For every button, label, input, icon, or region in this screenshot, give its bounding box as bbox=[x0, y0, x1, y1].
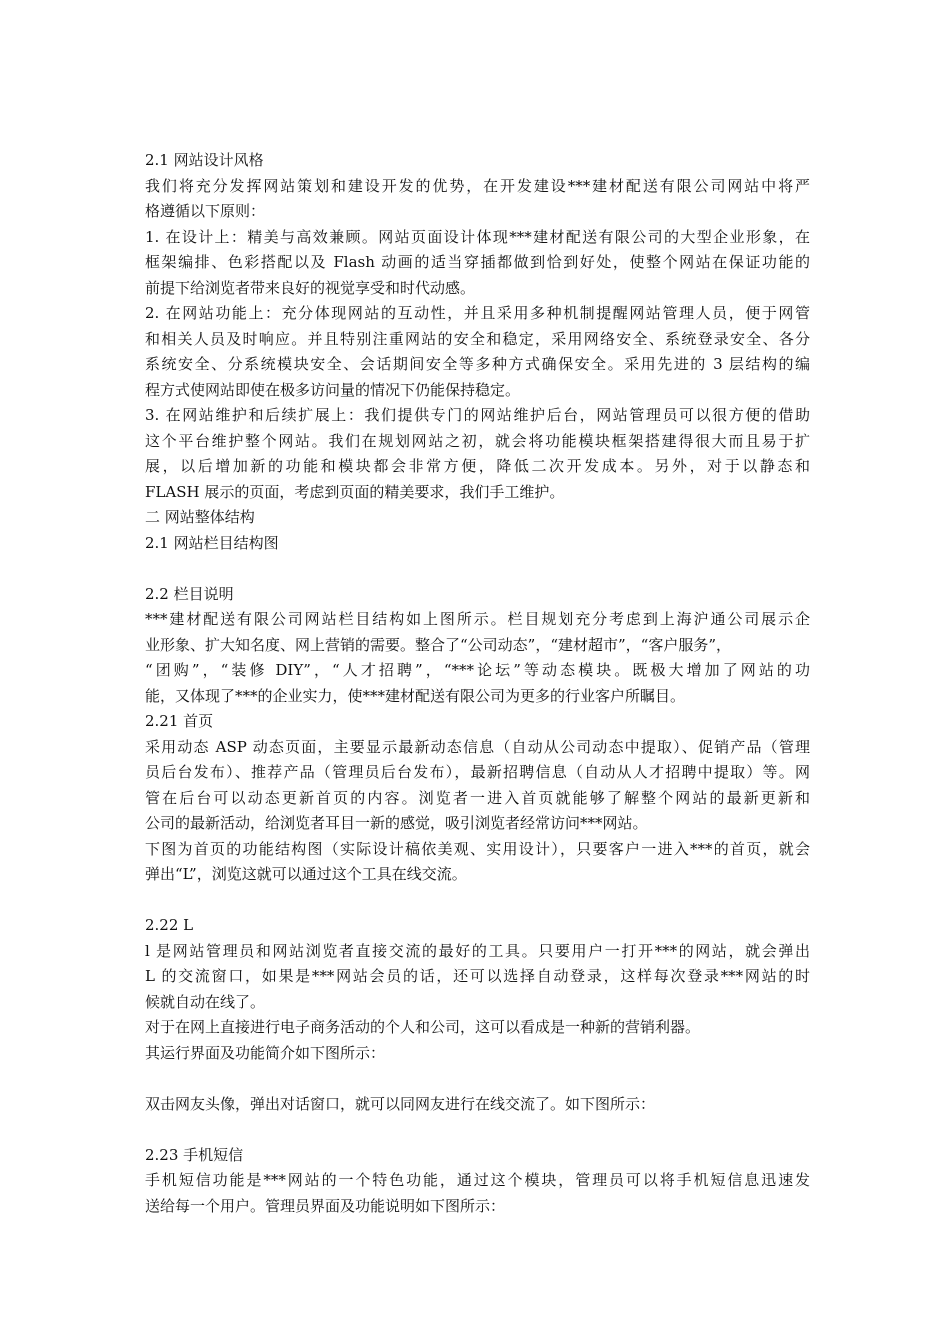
blank-line bbox=[145, 1117, 810, 1143]
text-line: 下图为首页的功能结构图（实际设计稿依美观、实用设计），只要客户一进入***的首页，就会 bbox=[145, 839, 810, 858]
text-line: 业形象、扩大知名度、网上营销的需要。整合了“公司动态”，“建材超市”，“客户服务”， bbox=[145, 635, 732, 654]
text-line: “团购”，“装修 DIY”，“人才招聘”，“***论坛”等动态模块。既极大增加了网站的功 bbox=[145, 661, 810, 679]
text-line: 1. 在设计上：精美与高效兼顾。网站页面设计体现***建材配送有限公司的大型企业形象，在 bbox=[145, 227, 810, 246]
text-line: 员后台发布）、推荐产品（管理员后台发布），最新招聘信息（自动从人才招聘中提取）等。网 bbox=[145, 763, 810, 781]
text-line: l 是网站管理员和网站浏览者直接交流的最好的工具。只要用户一打开***的网站，就会弹出 bbox=[145, 941, 810, 960]
document-page bbox=[145, 148, 810, 1219]
blank-line bbox=[145, 556, 810, 582]
text-line: 能，又体现了***的企业实力，使***建材配送有限公司为更多的行业客户所瞩目。 bbox=[145, 686, 686, 705]
text-line: 2.23 手机短信 bbox=[145, 1145, 244, 1164]
text-line: 和相关人员及时响应。并且特别注重网站的安全和稳定，采用网络安全、系统登录安全、各分 bbox=[145, 329, 810, 348]
text-line: 2.1 网站设计风格 bbox=[145, 151, 264, 169]
text-line: 2.2 栏目说明 bbox=[145, 584, 234, 603]
text-line: 这个平台维护整个网站。我们在规划网站之初，就会将功能模块框架搭建得很大而且易于扩 bbox=[145, 431, 810, 450]
text-line: 双击网友头像，弹出对话窗口，就可以同网友进行在线交流了。如下图所示： bbox=[145, 1094, 656, 1113]
text-line: 3. 在网站维护和后续扩展上：我们提供专门的网站维护后台，网站管理员可以很方便的借助 bbox=[145, 406, 810, 424]
text-line: 手机短信功能是***网站的一个特色功能，通过这个模块，管理员可以将手机短信息迅速发 bbox=[145, 1171, 810, 1189]
text-line: 对于在网上直接进行电子商务活动的个人和公司，这可以看成是一种新的营销利器。 bbox=[145, 1018, 701, 1036]
text-line: 系统安全、分系统模块安全、会话期间安全等多种方式确保安全。采用先进的 3 层结构的编 bbox=[145, 355, 810, 373]
blank-line bbox=[145, 888, 810, 914]
text-line: FLASH 展示的页面，考虑到页面的精美要求，我们手工维护。 bbox=[145, 482, 565, 501]
text-line: 二 网站整体结构 bbox=[145, 508, 255, 526]
text-line: 候就自动在线了。 bbox=[145, 992, 266, 1011]
text-line: L 的交流窗口，如果是***网站会员的话，还可以选择自动登录，这样每次登录***网站的时 bbox=[145, 967, 810, 985]
text-line: 公司的最新活动，给浏览者耳目一新的感觉，吸引浏览者经常访问***网站。 bbox=[145, 814, 648, 832]
text-line: 前提下给浏览者带来良好的视觉享受和时代动感。 bbox=[145, 278, 476, 297]
text-line: 格遵循以下原则： bbox=[145, 202, 266, 220]
text-line: 管在后台可以动态更新首页的内容。浏览者一进入首页就能够了解整个网站的最新更新和 bbox=[145, 788, 810, 807]
text-line: 2.1 网站栏目结构图 bbox=[145, 533, 279, 552]
text-line: ***建材配送有限公司网站栏目结构如上图所示。栏目规划充分考虑到上海沪通公司展示企 bbox=[145, 610, 810, 628]
text-line: 弹出“L”，浏览这就可以通过这个工具在线交流。 bbox=[145, 865, 467, 883]
text-line: 展，以后增加新的功能和模块都会非常方便，降低二次开发成本。另外，对于以静态和 bbox=[145, 457, 810, 475]
text-line: 送给每一个用户。管理员界面及功能说明如下图所示： bbox=[145, 1196, 506, 1215]
text-line: 2.21 首页 bbox=[145, 712, 214, 730]
text-line: 2. 在网站功能上：充分体现网站的互动性，并且采用多种机制提醒网站管理人员，便于网管 bbox=[145, 304, 810, 322]
blank-line bbox=[145, 1066, 810, 1092]
text-line: 框架编排、色彩搭配以及 Flash 动画的适当穿插都做到恰到好处，使整个网站在保证功能的 bbox=[145, 253, 810, 271]
text-line: 我们将充分发挥网站策划和建设开发的优势，在开发建设***建材配送有限公司网站中将严 bbox=[145, 176, 810, 195]
text-line: 其运行界面及功能简介如下图所示： bbox=[145, 1043, 386, 1062]
text-line: 采用动态 ASP 动态页面，主要显示最新动态信息（自动从公司动态中提取）、促销产品（管理 bbox=[145, 737, 810, 756]
text-line: 程方式使网站即使在极多访问量的情况下仍能保持稳定。 bbox=[145, 380, 521, 399]
text-line: 2.22 L bbox=[145, 916, 194, 934]
